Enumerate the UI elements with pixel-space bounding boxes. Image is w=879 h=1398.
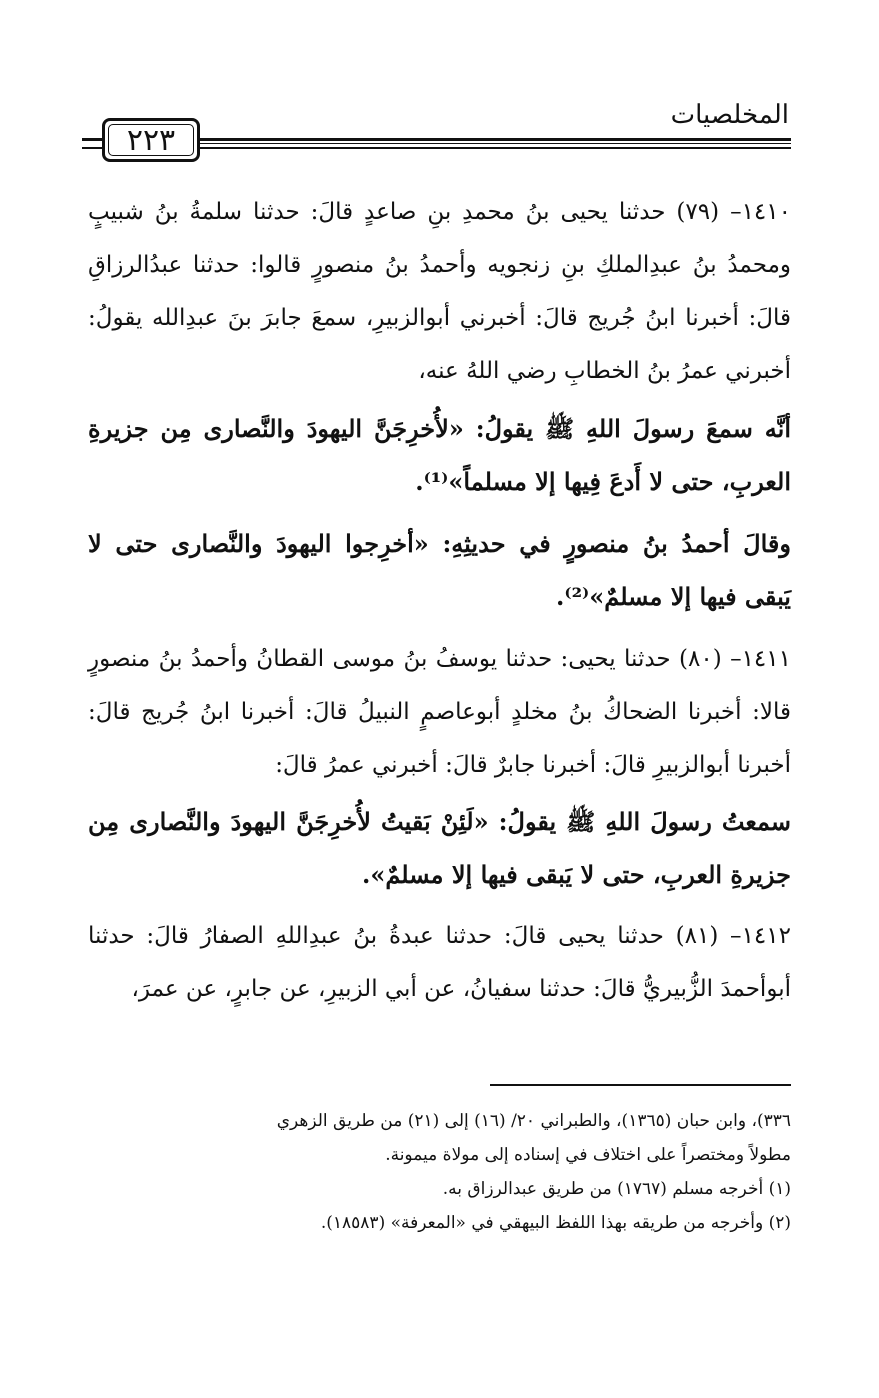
footnote-1: (١) أخرجه مسلم (١٧٦٧) من طريق عبدالرزاق به. xyxy=(442,1179,791,1199)
footnote-2: (٢) وأخرجه من طريقه بهذا اللفظ البيهقي في «المعرفة» (١٨٥٨٣). xyxy=(320,1213,791,1233)
hadith-1411-matn: سمعتُ رسولَ اللهِ ﷺ يقولُ: «لَئِنْ بَقيتُ لأُخرِجَنَّ اليهودَ والنَّصارى مِن جزيرةِ العربِ، حتى لا يَبقى فيها إلا مسلمٌ». xyxy=(88,807,791,889)
footnote-separator xyxy=(490,1084,791,1086)
hadith-1410-variant: وقالَ أحمدُ بنُ منصورٍ في حديثِهِ: «أخرِجوا اليهودَ والنَّصارى حتى لا يَبقى فيها إلا مسلمٌ»⁽²⁾. xyxy=(88,529,791,611)
running-header-title: المخلصيات xyxy=(670,100,789,130)
header-rule xyxy=(200,138,791,149)
hadith-1410-isnad: ١٤١٠– (٧٩) حدثنا يحيى بنُ محمدِ بنِ صاعدٍ قالَ: حدثنا سلمةُ بنُ شبيبٍ ومحمدُ بنُ عبدِالملكِ بنِ زنجويه وأحمدُ بنُ منصورٍ قالوا: حدثنا عبدُالرزاقِ قالَ: أخبرنا ابنُ جُريج قالَ: أخبرني أبوالزبيرِ، سمعَ جابرَ بنَ عبدِالله يقولُ: أخبرني عمرُ بنُ الخطابِ رضي اللهُ عنه، xyxy=(88,199,791,384)
footnote-continuation-1: ٣٣٦)، وابن حبان (١٣٦٥)، والطبراني ٢٠/ (١٦) إلى (٢١) من طريق الزهري xyxy=(276,1111,791,1131)
footnote-continuation-2: مطولاً ومختصراً على اختلاف في إسناده إلى مولاة ميمونة. xyxy=(385,1145,791,1165)
hadith-1412-isnad: ١٤١٢– (٨١) حدثنا يحيى قالَ: حدثنا عبدةُ بنُ عبدِاللهِ الصفارُ قالَ: حدثنا أبوأحمدَ الزُّبيريُّ قالَ: حدثنا سفيانُ، عن أبي الزبيرِ، عن جابرٍ، عن عمرَ، xyxy=(88,923,791,1002)
page-number: ٢٢٣ xyxy=(102,118,200,162)
hadith-1411-isnad: ١٤١١– (٨٠) حدثنا يحيى: حدثنا يوسفُ بنُ موسى القطانُ وأحمدُ بنُ منصورٍ قالا: أخبرنا الضحاكُ بنُ مخلدٍ أبوعاصمٍ النبيلُ قالَ: أخبرنا ابنُ جُريج قالَ: أخبرنا أبوالزبيرِ قالَ: أخبرنا جابرٌ قالَ: أخبرني عمرُ قالَ: xyxy=(88,646,791,778)
footnotes xyxy=(88,1104,791,1240)
hadith-1410-matn: أنَّه سمعَ رسولَ اللهِ ﷺ يقولُ: «لأُخرِجَنَّ اليهودَ والنَّصارى مِن جزيرةِ العربِ، حتى لا أَدعَ فِيها إلا مسلماً»⁽¹⁾. xyxy=(88,414,791,496)
header-rule-left xyxy=(82,138,104,149)
